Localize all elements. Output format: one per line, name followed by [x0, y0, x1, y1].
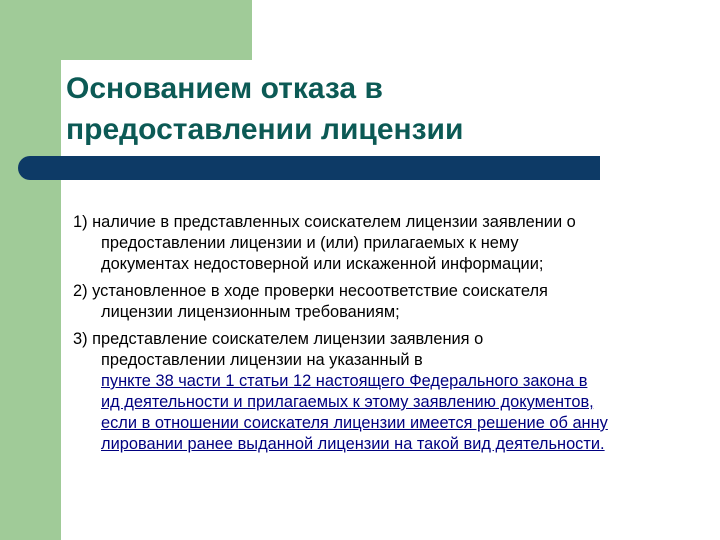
- item-3-line-1: 3) представление соискателем лицензии заявления о: [73, 330, 484, 348]
- law-reference-link-line-4[interactable]: лировании ранее выданной лицензии на такой вид деятельности.: [101, 435, 605, 453]
- item-2-line-2: лицензии лицензионным требованиям;: [101, 303, 400, 321]
- slide-title: [66, 68, 626, 150]
- item-1-line-1: 1) наличие в представленных соискателем лицензии заявлении о: [73, 213, 576, 231]
- list-item-1: [73, 212, 718, 275]
- list-item-2: [73, 281, 718, 323]
- slide-body: [73, 212, 718, 461]
- green-side-panel: [0, 0, 61, 540]
- law-reference-link-line-1[interactable]: пункте 38 части 1 статьи 12 настоящего Федерального закона в: [101, 372, 588, 390]
- item-1-line-2: предоставлении лицензии и (или) прилагаемых к нему: [101, 234, 519, 252]
- green-top-panel: [61, 0, 252, 60]
- title-divider-bar: [18, 156, 600, 180]
- law-reference-link-line-2[interactable]: ид деятельности и прилагаемых к этому заявлению документов,: [101, 393, 594, 411]
- law-reference-link-line-3[interactable]: если в отношении соискателя лицензии имеется решение об анну: [101, 414, 608, 432]
- title-line-1: Основанием отказа в: [66, 72, 383, 105]
- list-item-3: [73, 329, 718, 455]
- item-3-line-2: предоставлении лицензии на указанный в: [101, 351, 423, 369]
- title-line-2: предоставлении лицензии: [66, 113, 464, 146]
- item-1-line-3: документах недостоверной или искаженной информации;: [101, 255, 544, 273]
- item-2-line-1: 2) установленное в ходе проверки несоответствие соискателя: [73, 282, 548, 300]
